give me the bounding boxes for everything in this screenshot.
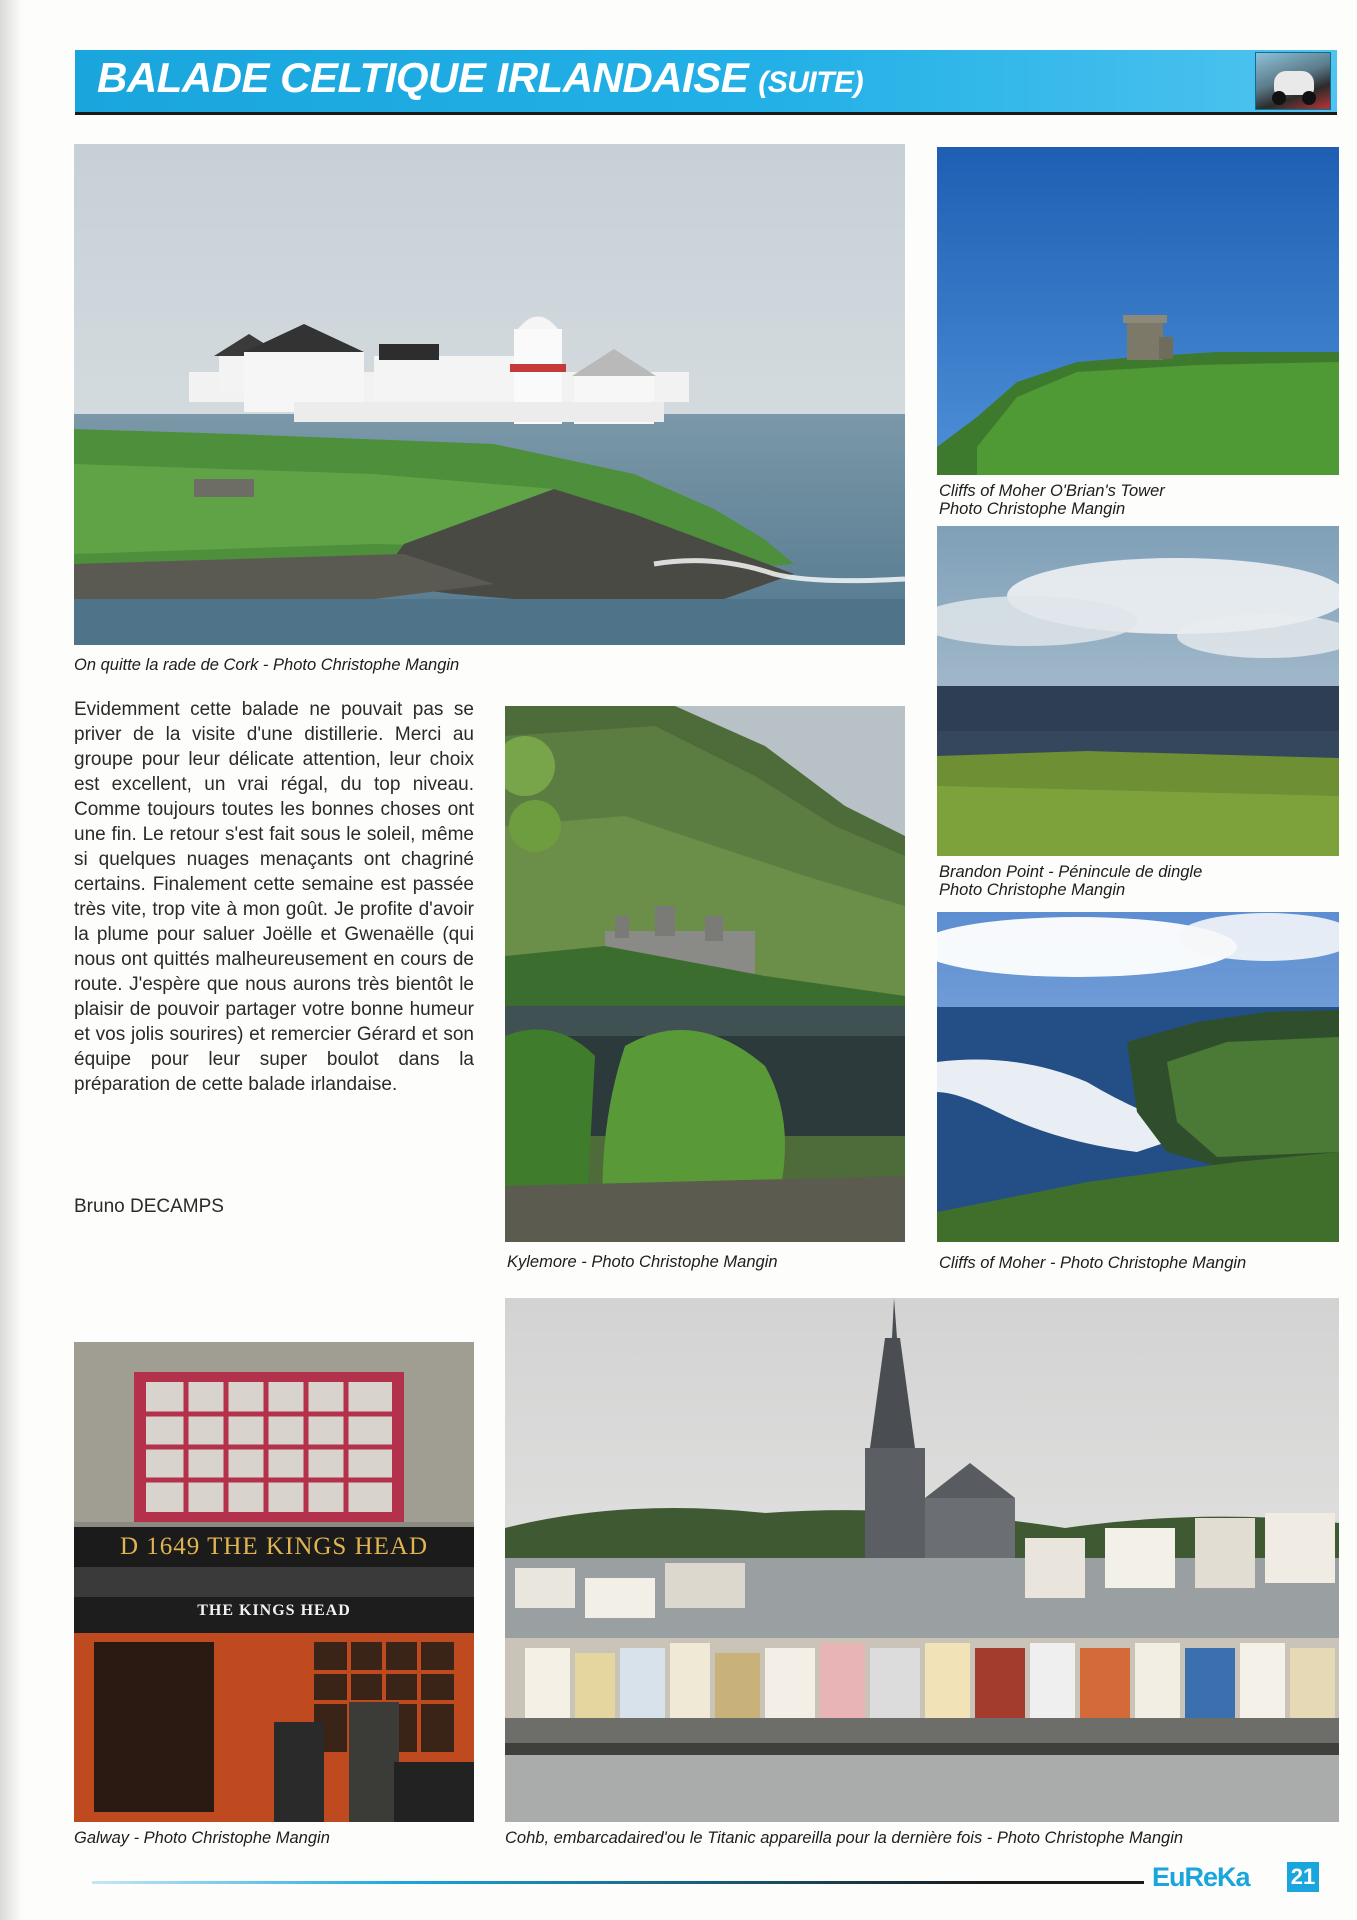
photo-cliffs-of-moher xyxy=(937,912,1339,1242)
caption-cobh: Cohb, embarcadaired'ou le Titanic appareilla pour la dernière fois - Photo Christophe Mangin xyxy=(505,1829,1184,1847)
article-author: Bruno DECAMPS xyxy=(74,1196,224,1217)
title-main: BALADE CELTIQUE IRLANDAISE xyxy=(97,54,749,101)
caption-brandon-line1: Brandon Point - Pénincule de dingle xyxy=(939,863,1203,881)
wheel-icon xyxy=(1302,91,1316,105)
photo-brandon-point xyxy=(937,526,1339,856)
page-title xyxy=(97,54,863,102)
wheel-icon xyxy=(1272,91,1286,105)
motorcycle-thumbnail xyxy=(1255,52,1331,110)
photo-lighthouse xyxy=(74,144,905,645)
pub-sign-top: D 1649 THE KINGS HEAD xyxy=(119,1533,429,1560)
pub-sign-lower: THE KINGS HEAD xyxy=(197,1602,351,1619)
photo-obrians-tower xyxy=(937,147,1339,475)
caption-lighthouse: On quitte la rade de Cork - Photo Christophe Mangin xyxy=(74,656,460,674)
caption-kylemore: Kylemore - Photo Christophe Mangin xyxy=(507,1253,778,1271)
caption-tower-line2: Photo Christophe Mangin xyxy=(939,500,1126,518)
page-binding-shadow xyxy=(0,0,22,1920)
caption-cliffs-of-moher: Cliffs of Moher - Photo Christophe Mangin xyxy=(939,1254,1247,1272)
title-suffix: (SUITE) xyxy=(758,66,864,99)
caption-brandon-line2: Photo Christophe Mangin xyxy=(939,881,1126,899)
page-number: 21 xyxy=(1287,1862,1319,1892)
photo-cobh xyxy=(505,1298,1339,1822)
photo-galway-pub xyxy=(74,1342,474,1822)
header-banner xyxy=(75,50,1337,115)
caption-tower-line1: Cliffs of Moher O'Brian's Tower xyxy=(939,482,1165,500)
footer-rule xyxy=(92,1881,1144,1884)
photo-kylemore xyxy=(505,706,905,1242)
article-body: Evidemment cette balade ne pouvait pas se priver de la visite d'une distillerie. Merci au groupe pour leur délicate attention, leur choix est excellent, un vrai régal, du top niveau. Comme toujours toutes les bonnes choses ont une fin. Le retour s'est fait sous le soleil, même si quelques nuages menaçants ont chagriné certains. Finalement cette semaine est passée très vite, trop vite à mon goût. Je profite d'avoir la plume pour saluer Joëlle et Gwenaëlle (qui nous ont quittés malheureusement en cours de route. J'espère que nous aurons très bientôt le plaisir de pouvoir partager votre bonne humeur et vos jolis sourires) et remercier Gérard et son équipe pour leur super boulot dans la préparation de cette balade irlandaise. xyxy=(74,699,474,1095)
magazine-logo: EuReKa xyxy=(1152,1862,1250,1892)
caption-galway: Galway - Photo Christophe Mangin xyxy=(74,1829,330,1847)
